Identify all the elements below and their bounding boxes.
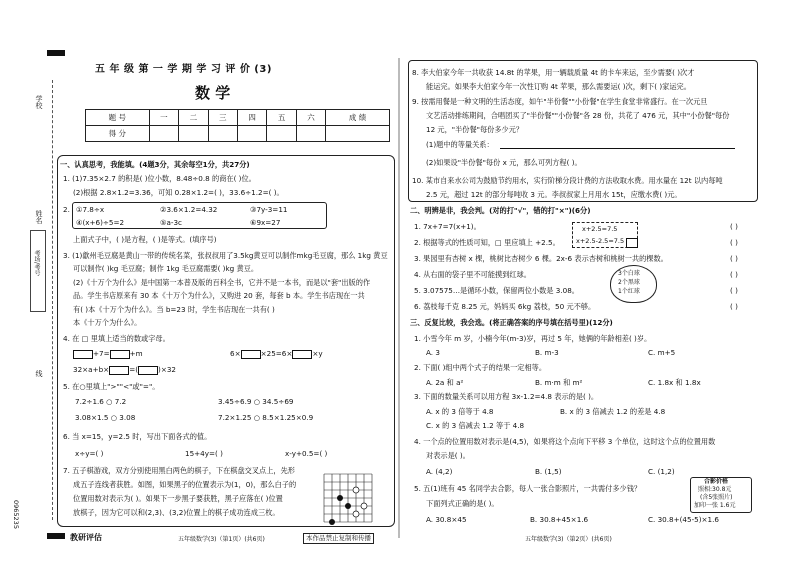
choice-2-a: A. 2a 和 a² <box>426 378 464 387</box>
q2-label: 2. <box>63 205 70 214</box>
bag-red: 1个红球 <box>618 288 640 295</box>
judge-1-paren[interactable]: ( ) <box>730 222 738 231</box>
judge-6-paren[interactable]: ( ) <box>730 302 738 311</box>
q5-item-4: 7.2×1.25 ○ 8.5×1.25×0.9 <box>218 413 314 422</box>
q4-heading: 4. 在 □ 里填上适当的数或字母。 <box>63 334 170 343</box>
black-stone <box>337 495 343 501</box>
left-footer-page: 五年级数学(3)（第1页）(共6页) <box>178 536 265 543</box>
answer-square[interactable] <box>138 366 158 375</box>
q7-line-c: 位置用数对表示为( )。如果下一步黑子要获胜，黑子应落在( )位置 <box>73 494 283 503</box>
right-footer-page: 五年级数学(3)（第2页）(共6页) <box>525 536 612 543</box>
q2-answer-line: 上面式子中，( )是方程，( )是等式。(填序号) <box>73 235 217 244</box>
choice-1-b: B. m-3 <box>535 348 559 357</box>
judge-1: 1. 7x+7=7(x+1)。 <box>414 222 481 231</box>
q2-item-5: ⑤a-3c <box>160 218 182 227</box>
q7-line-a: 7. 五子棋游戏，双方分别使用黑白两色的棋子，下在棋盘交叉点上，先形 <box>63 466 295 475</box>
judge-4: 4. 从右面的袋子里不可能摸到红球。 <box>414 270 531 279</box>
q8-line-b: 能运完。如果李大伯家今年一次性订购 4t 苹果，那么需要运( )次，剩下( )家运完。 <box>426 82 691 91</box>
q2-item-3: ③7y-3=11 <box>250 205 288 214</box>
score-table <box>85 109 390 142</box>
binding-dashed-line <box>52 80 53 520</box>
gomoku-board <box>316 470 378 526</box>
judge-4-paren[interactable]: ( ) <box>730 270 738 279</box>
q3-line-f: 本《十万个为什么》。 <box>73 318 142 327</box>
choice-1-c: C. m+5 <box>648 348 676 357</box>
q9-answer-line[interactable] <box>500 148 735 149</box>
margin-school: 学校 <box>35 95 43 109</box>
q3-line-e: 有( )本《十万个为什么》。当 b=23 时，学生书店现在一共有( ) <box>73 305 275 314</box>
q3-line-b: 可以制作( )kg 毛豆腐；制作 1kg 毛豆腐需要( )kg 黄豆。 <box>73 264 259 273</box>
choice-1: 1. 小雪今年 m 岁，小楠今年(m-3)岁，再过 5 年，她俩的年龄相差( )岁。 <box>414 334 652 343</box>
q9-line-b: 文艺活动排练期间，合唱团买了"半份餐""小份餐"各 28 份，共花了 476 元，其中"小份餐"每份 <box>426 111 730 120</box>
choice-4-line-a: 4. 一个点的位置用数对表示是(4,5)，如果将这个点向下平移 3 个单位，这时这个点的位置用数 <box>414 437 716 446</box>
price-line-1: 照相:30.8元 <box>698 486 732 493</box>
answer-square[interactable] <box>292 350 312 359</box>
q6-item-3: x-y+0.5=( ) <box>285 449 328 458</box>
choice-3-a: A. x 的 3 倍等于 4.8 <box>426 407 494 416</box>
footer-warning: 本作品禁止复制和传播 <box>303 533 374 544</box>
q9-line-a: 9. 按需用餐是一种文明的生活态度，如午"半份餐""小份餐"在学生食堂非常盛行。在一次元旦 <box>412 97 708 106</box>
judge-2-blank-square[interactable] <box>626 238 638 248</box>
choice-4-line-b: 对表示是( )。 <box>426 451 470 460</box>
score-table-score-row: 得 分 <box>86 126 390 142</box>
black-stone <box>345 503 351 509</box>
choice-5-line-a: 5. 五(1)班有 45 名同学去合影，每人一张合影照片，一共需付多少钱？ <box>414 484 642 493</box>
right-header-bar <box>398 58 400 538</box>
price-title: 合影价格 <box>704 478 729 485</box>
judge-5: 5. 3.07575…是循环小数，保留两位小数是 3.08。 <box>414 286 579 295</box>
q9-line-c: 12 元，"半份餐"每份多少元？ <box>426 125 524 134</box>
q10-line-a: 10. 某市自来水公司为鼓励节约用水，实行阶梯分段计费的方法收取水费。用水量在 12t 以内每吨 <box>412 176 723 185</box>
q9-line-d: (1)题中的等量关系： <box>426 140 494 149</box>
q3-line-d: 品。学生书店原来有 30 本《十万个为什么》，又购进 20 套，每套 b 本。学生书店现在一共 <box>73 291 365 300</box>
judge-6: 6. 荔枝每千克 8.25 元，妈妈买 6kg 荔枝，50 元不够。 <box>414 302 596 311</box>
q8-line-a: 8. 李大伯家今年一共收获 14.8t 的苹果，用一辆载质量 4t 的卡车来运，至少需要( )次才 <box>412 68 695 77</box>
q4-row2: 32×a+b× =( )×32 <box>73 365 176 374</box>
bag-white: 3个白球 <box>618 270 640 277</box>
q3-line-a: 3. (1)歙州毛豆腐是黄山一带的传统名菜，张叔叔用了3.5kg黄豆可以制作mkg毛豆腐，那么 1kg 黄豆 <box>63 251 388 260</box>
answer-square[interactable] <box>73 350 93 359</box>
white-stone <box>353 511 359 517</box>
white-stone <box>353 487 359 493</box>
choice-1-a: A. 3 <box>426 348 440 357</box>
margin-exam-id: 考场/考号 <box>33 250 40 277</box>
q5-heading: 5. 在○里填上">""<"或"="。 <box>63 382 160 391</box>
q2-item-6: ⑥9x=27 <box>250 218 281 227</box>
white-stone <box>361 503 367 509</box>
q6-heading: 6. 当 x=15，y=2.5 时，写出下面各式的值。 <box>63 432 212 441</box>
answer-square[interactable] <box>109 366 129 375</box>
choice-3-b: B. x 的 3 倍减去 1.2 的差是 4.8 <box>560 407 666 416</box>
judge-5-paren[interactable]: ( ) <box>730 286 738 295</box>
q2-item-1: ①7.8÷x <box>76 205 105 214</box>
judge-2: 2. 根据等式的性质可知，□ 里应填上 +2.5。 <box>414 238 560 247</box>
q1-line-b: (2)根据 2.8×1.2=3.36，可知 0.28×1.2=( )，33.6÷1.2=( )。 <box>73 188 284 197</box>
judge-2-paren[interactable]: ( ) <box>730 238 738 247</box>
choice-4-a: A. (4,2) <box>426 467 453 476</box>
section-2-heading: 二、明辨是非，我会判。(对的打"√"，错的打"×")(6分) <box>410 206 591 215</box>
q4-row1-right: 6× ×25=6× ×y <box>230 349 323 358</box>
answer-square[interactable] <box>241 350 261 359</box>
black-stone <box>329 519 335 525</box>
choice-3: 3. 下面的数量关系可以用方程 3x-1.2=4.8 表示的是( )。 <box>414 392 599 401</box>
choice-4-c: C. (1,2) <box>648 467 675 476</box>
q5-item-1: 7.2÷1.6 ○ 7.2 <box>75 397 127 406</box>
q5-item-3: 3.08×1.5 ○ 3.08 <box>75 413 136 422</box>
section-3-heading: 三、反复比较，我会选。(将正确答案的序号填在括号里)(12分) <box>410 318 613 327</box>
q7-line-d: 放棋子，因为它可以和(2,3)、(3,2)位置上的棋子成功连成三枚。 <box>73 508 280 517</box>
judge-3: 3. 果园里有杏树 x 棵，桃树比杏树少 6 棵。2x-6 表示杏树和桃树一共的棵数。 <box>414 254 668 263</box>
q10-line-b: 2.5 元，超过 12t 的部分每吨收 3 元。李叔叔家上月用水 15t，应缴水费( )元。 <box>426 190 682 199</box>
judge-2-eq-2: x+2.5-2.5=7.5 <box>576 237 625 245</box>
q7-line-b: 成五子连线者获胜。如图，如果黑子的位置表示为(1，0)，那么白子的 <box>73 480 297 489</box>
q6-item-2: 15+4y=( ) <box>185 449 223 458</box>
choice-2-c: C. 1.8x 和 1.8x <box>648 378 701 387</box>
choice-2: 2. 下面( )组中两个式子的结果一定相等。 <box>414 363 547 372</box>
q5-item-2: 3.45÷6.9 ○ 34.5÷69 <box>218 397 294 406</box>
q2-item-4: ④(x+6)÷5=2 <box>76 218 125 227</box>
price-line-3: 加印一张 1.6元 <box>694 502 736 509</box>
margin-code: 0965235 <box>12 500 20 529</box>
answer-square[interactable] <box>110 350 130 359</box>
q6-item-1: x÷y=( ) <box>75 449 104 458</box>
choice-5-c: C. 30.8+(45-5)×1.6 <box>648 515 719 524</box>
exam-title: 五 年 级 第 一 学 期 学 习 评 价 (3) <box>95 64 272 75</box>
bottom-black-bar <box>47 533 65 539</box>
subject-title: 数 学 <box>195 84 231 102</box>
q3-line-c: (2)《十万个为什么》是中国第一本普及版的百科全书，它并不是一本书，而是以"套"出版的作 <box>73 278 371 287</box>
choice-5-a: A. 30.8×45 <box>426 515 467 524</box>
choice-3-c: C. x 的 3 倍减去 1.2 等于 4.8 <box>426 421 525 430</box>
margin-line: 线 <box>35 370 43 377</box>
choice-5-b: B. 30.8+45×1.6 <box>530 515 589 524</box>
section-1-heading: 一、认真思考，我能填。(4题3分，其余每空1分，共27分) <box>60 160 250 169</box>
choice-2-b: B. m·m 和 m² <box>535 378 583 387</box>
margin-name: 姓名 <box>35 210 43 224</box>
q2-item-2: ②3.6×1.2=4.32 <box>160 205 218 214</box>
q4-row1-left: +7= +m <box>73 349 143 359</box>
footer-logo: 教研评估 <box>70 533 102 542</box>
judge-2-eq-1: x+2.5=7.5 <box>582 225 618 233</box>
q9-line-e: (2)如果设"半份餐"每份 x 元，那么可列方程( )。 <box>426 158 582 167</box>
choice-5-line-b: 下面列式正确的是( )。 <box>426 499 499 508</box>
choice-4-b: B. (1,5) <box>535 467 562 476</box>
bag-black: 2个黑球 <box>618 279 640 286</box>
judge-3-paren[interactable]: ( ) <box>730 254 738 263</box>
header-black-bar <box>47 50 65 56</box>
score-table-header-row: 题 号 一 二 三 四 五 六 成 绩 <box>86 110 390 126</box>
price-line-2: (含5张照片) <box>700 494 733 501</box>
q1-line-a: 1. (1)7.35×2.7 的积是( )位小数，8.48÷0.8 的商在( )位。 <box>63 174 256 183</box>
